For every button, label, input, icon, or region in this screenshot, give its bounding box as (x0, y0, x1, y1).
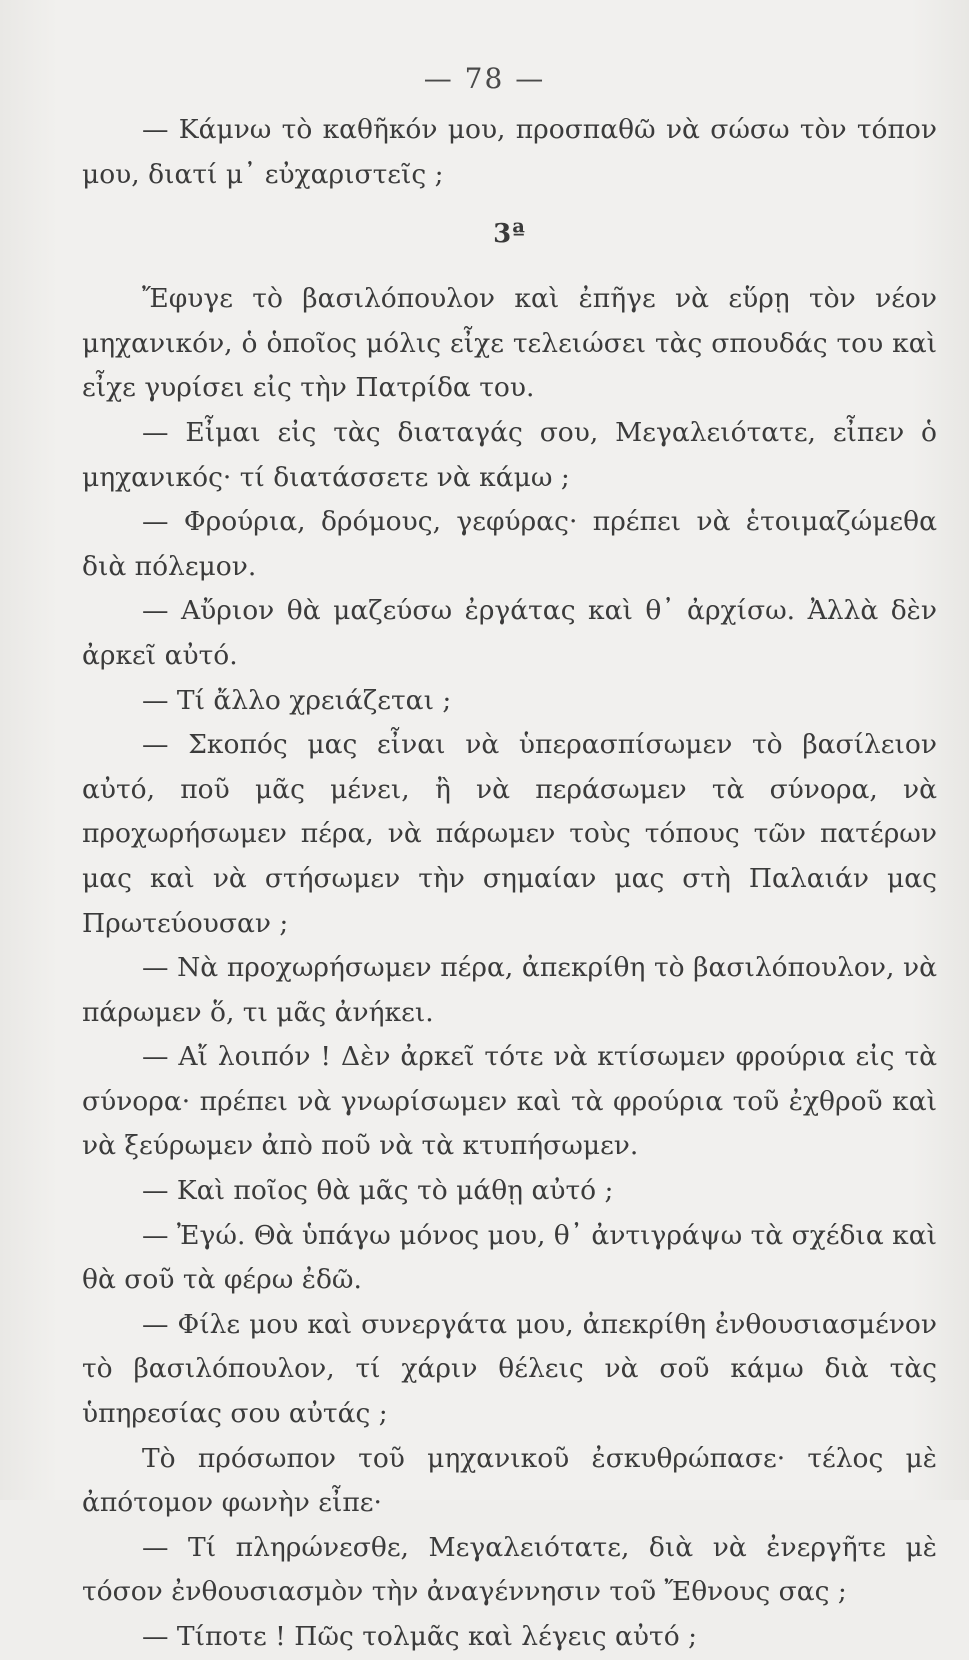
paragraph: — Αἴ λοιπόν ! Δὲν ἀρκεῖ τότε νὰ κτίσωμεν φρούρια εἰς τὰ σύνορα· πρέπει νὰ γνωρίσωμεν καὶ τὰ φρούρια τοῦ ἐχθροῦ καὶ νὰ ξεύρωμεν ἀπὸ ποῦ νὰ τὰ κτυπήσωμεν. (82, 1041, 937, 1162)
paragraph: — Κάμνω τὸ καθῆκόν μου, προσπαθῶ νὰ σώσω τὸν τόπον μου, διατί μ᾽ εὐχαριστεῖς ; (82, 114, 937, 190)
paragraph: — Αὔριον θὰ μαζεύσω ἐργάτας καὶ θ᾽ ἀρχίσω. Ἀλλὰ δὲν ἀρκεῖ αὐτό. (82, 595, 937, 671)
paragraph: — Νὰ προχωρήσωμεν πέρα, ἀπεκρίθη τὸ βασιλόπουλον, νὰ πάρωμεν ὅ, τι μᾶς ἀνήκει. (82, 952, 937, 1028)
section-mark: 3ª (493, 219, 526, 250)
paragraph: — Φίλε μου καὶ συνεργάτα μου, ἀπεκρίθη ἐνθουσιασμένον τὸ βασιλόπουλον, τί χάριν θέλεις νὰ σοῦ κάμω διὰ τὰς ὑπηρεσίας σου αὐτάς ; (82, 1308, 937, 1430)
page-text (82, 108, 937, 1660)
paragraph: — Ἐγώ. Θὰ ὑπάγω μόνος μου, θ᾽ ἀντιγράψω τὰ σχέδια καὶ θὰ σοῦ τὰ φέρω ἐδῶ. (82, 1219, 937, 1296)
paragraph: — Σκοπός μας εἶναι νὰ ὑπερασπίσωμεν τὸ βασίλειον αὐτό, ποῦ μᾶς μένει, ἢ νὰ περάσωμεν τὰ σύνορα, νὰ προχωρήσωμεν πέρα, νὰ πάρωμεν τοὺς τόπους τῶν πατέρων μας καὶ νὰ στήσωμεν τὴν σημαίαν μας στὴ Παλαιάν μας Πρωτεύουσαν ; (82, 729, 937, 939)
paragraph: — Τί πληρώνεσθε, Μεγαλειότατε, διὰ νὰ ἐνεργῆτε μὲ τόσον ἐνθουσιασμὸν τὴν ἀναγέννησιν τοῦ Ἔθνους σας ; (82, 1531, 937, 1608)
paragraph: Τὸ πρόσωπον τοῦ μηχανικοῦ ἐσκυθρώπασε· τέλος μὲ ἀπότομον φωνὴν εἶπε· (82, 1442, 937, 1519)
paragraph: — Καὶ ποῖος θὰ μᾶς τὸ μάθῃ αὐτό ; (142, 1175, 614, 1207)
page-number: — 78 — (423, 62, 546, 95)
paragraph: — Φρούρια, δρόμους, γεφύρας· πρέπει νὰ ἑτοιμαζώμεθα διὰ πόλεμον. (82, 506, 937, 582)
paragraph: Ἔφυγε τὸ βασιλόπουλον καὶ ἐπῆγε νὰ εὕρῃ τὸν νέον μηχανικόν, ὁ ὁποῖος μόλις εἶχε τελειώσει τὰς σπουδάς του καὶ εἶχε γυρίσει εἰς τὴν Πατρίδα του. (82, 283, 937, 404)
paragraph: — Εἶμαι εἰς τὰς διαταγάς σου, Μεγαλειότατε, εἶπεν ὁ μηχανικός· τί διατάσσετε νὰ κάμω ; (82, 416, 937, 493)
paragraph: — Τί ἄλλο χρειάζεται ; (142, 684, 452, 716)
paragraph: — Τίποτε ! Πῶς τολμᾶς καὶ λέγεις αὐτό ; (142, 1621, 698, 1652)
